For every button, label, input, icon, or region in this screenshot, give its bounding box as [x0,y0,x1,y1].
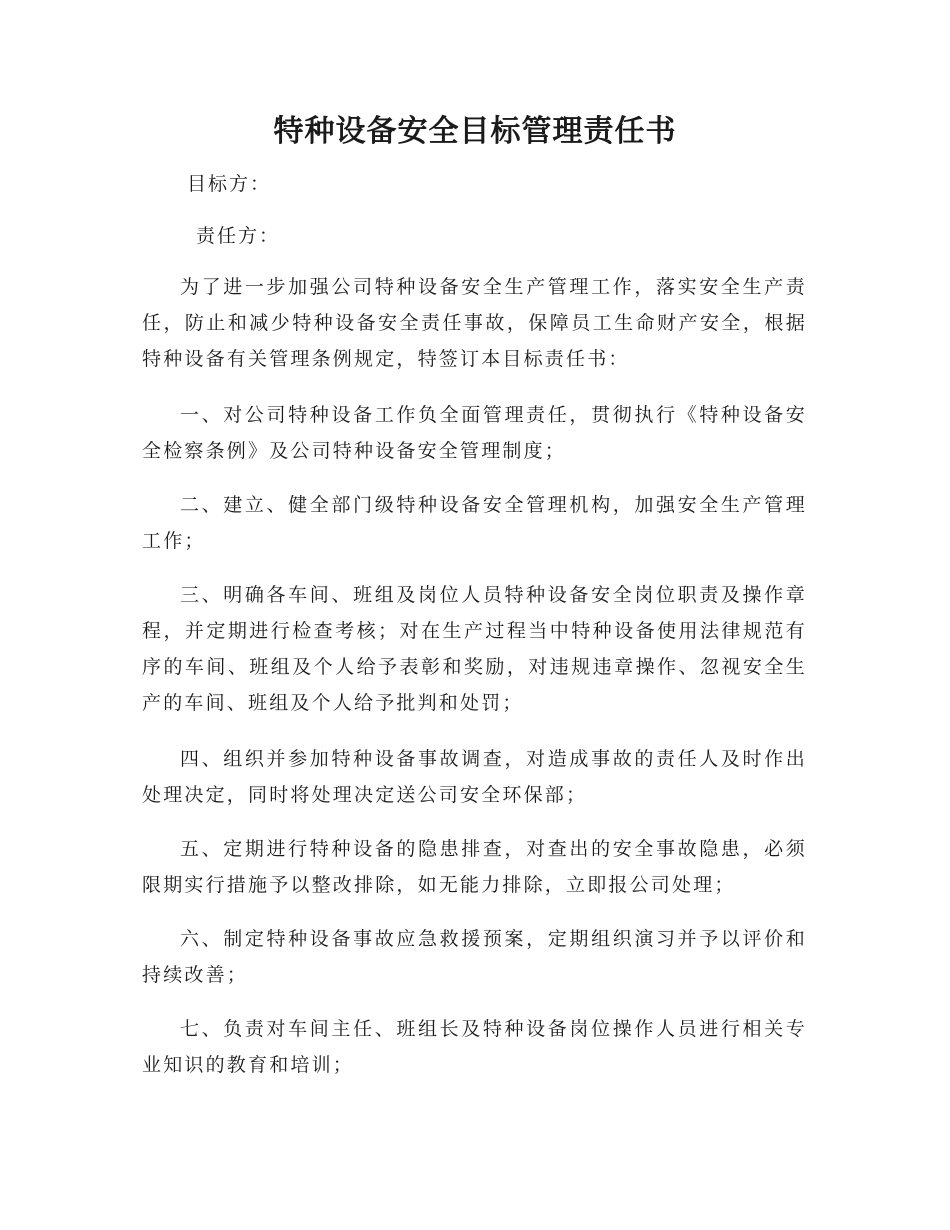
document-title: 特种设备安全目标管理责任书 [273,114,677,149]
responsible-party-label: 责任方： [196,225,281,247]
clause-7-paragraph: 七、负责对车间主任、班组长及特种设备岗位操作人员进行相关专业知识的教育和培训； [142,1018,807,1076]
clause-1-paragraph: 一、对公司特种设备工作负全面管理责任，贯彻执行《特种设备安全检察条例》及公司特种设备安全管理制度； [142,404,807,462]
clause-6-paragraph: 六、制定特种设备事故应急救援预案，定期组织演习并予以评价和持续改善； [142,928,807,986]
clause-2-paragraph: 二、建立、健全部门级特种设备安全管理机构，加强安全生产管理工作； [142,494,807,552]
clause-5-paragraph: 五、定期进行特种设备的隐患排查，对查出的安全事故隐患，必须限期实行措施予以整改排除，如无能力排除，立即报公司处理； [142,838,807,896]
intro-paragraph: 为了进一步加强公司特种设备安全生产管理工作，落实安全生产责任，防止和减少特种设备安全责任事故，保障员工生命财产安全，根据特种设备有关管理条例规定，特签订本目标责任书： [142,276,807,370]
clause-3-paragraph: 三、明确各车间、班组及岗位人员特种设备安全岗位职责及操作章程，并定期进行检查考核；对在生产过程当中特种设备使用法律规范有序的车间、班组及个人给予表彰和奖励，对违规违章操作、忽视安全生产的车间、班组及个人给予批判和处罚； [142,584,807,714]
clause-4-paragraph: 四、组织并参加特种设备事故调查，对造成事故的责任人及时作出处理决定，同时将处理决定送公司安全环保部； [142,748,807,806]
target-party-label: 目标方： [187,173,272,195]
